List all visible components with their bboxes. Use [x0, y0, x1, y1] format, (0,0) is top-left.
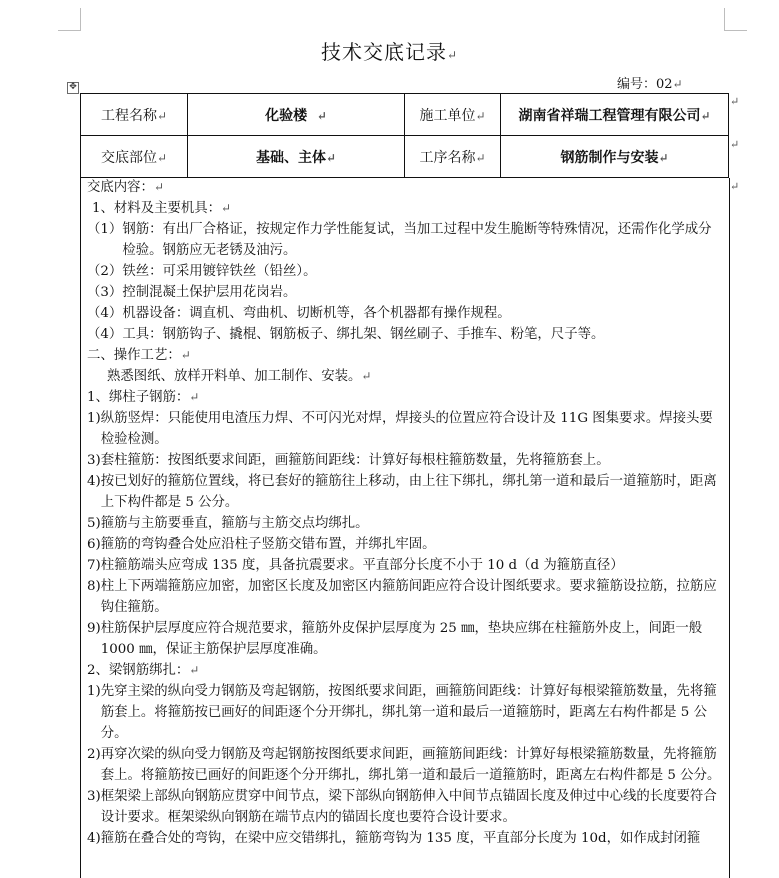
document-title: 技术交底记录↵	[320, 40, 459, 64]
list-item: 1) 先穿主梁的纵向受力钢筋及弯起钢筋，按图纸要求间距，画箍筋间距线：计算好每根梁箍筋数量，先将箍筋套上。将箍筋按已画好的间距逐个分开绑扎，绑扎第一道和最后一道箍筋时，距离左右构件都是 5 公分。	[87, 684, 717, 741]
list-item: （4） 机器设备：调直机、弯曲机、切断机等，各个机器都有操作规程。	[87, 306, 511, 321]
materials-title: 1、材料及主要机具：↵	[92, 201, 232, 216]
row-end-mark: ↵	[730, 180, 740, 193]
list-item: （3） 控制混凝土保护层用花岗岩。	[87, 285, 297, 300]
process-name-value: 钢筋制作与安装↵	[501, 136, 729, 178]
list-item: （4） 工具：钢筋钩子、撬棍、钢筋板子、绑扎架、钢丝刷子、手推车、粉笔，尺子等。	[87, 327, 605, 342]
process-intro: 熟悉图纸、放样开料单、加工制作、安装。↵	[107, 369, 372, 384]
list-item: 8) 柱上下两端箍筋应加密，加密区长度及加密区内箍筋间距应符合设计图纸要求。要求箍筋设拉筋，拉筋应钩住箍筋。	[87, 579, 717, 615]
list-item: 4) 箍筋在叠合处的弯钩，在梁中应交错绑扎，箍筋弯钩为 135 度，平直部分长度为 10d，如作成封闭箍	[87, 831, 701, 846]
process-name-label: 工序名称↵	[405, 136, 501, 178]
page-corner-mark-left	[58, 8, 81, 31]
beam-title: 2、梁钢筋绑扎：↵	[87, 663, 200, 678]
header-row-1	[81, 94, 729, 136]
list-item: 7) 柱箍筋端头应弯成 135 度，具备抗震要求。平直部分长度不小于 10 d（d 为箍筋直径）	[87, 558, 624, 573]
table-move-handle-icon[interactable]: ✥	[67, 82, 79, 94]
construction-unit-value: 湖南省祥瑞工程管理有限公司↵	[501, 94, 729, 136]
project-name-label: 工程名称↵	[81, 94, 188, 136]
page-corner-mark-right	[724, 8, 747, 31]
list-item: 6) 箍筋的弯钩叠合处应沿柱子竖筋交错布置，并绑扎牢固。	[87, 537, 436, 552]
handover-part-label: 交底部位↵	[81, 136, 188, 178]
content-section	[87, 177, 723, 849]
list-item: （1） 钢筋：有出厂合格证，按规定作力学性能复试，当加工过程中发生脆断等特殊情况，还需作化学成分检验。钢筋应无老锈及油污。	[87, 222, 712, 258]
list-item: （2） 铁丝：可采用镀锌铁丝（铅丝）。	[87, 264, 317, 279]
document-code: 编号：02↵	[617, 77, 683, 92]
row-end-mark: ↵	[730, 138, 740, 151]
process-title: 二、操作工艺：↵	[87, 348, 191, 363]
list-item: 3) 套柱箍筋：按图纸要求间距，画箍筋间距线：计算好每根柱箍筋数量，先将箍筋套上。	[87, 453, 610, 468]
construction-unit-label: 施工单位↵	[405, 94, 501, 136]
header-row-2	[81, 136, 729, 178]
list-item: 3) 框架梁上部纵向钢筋应贯穿中间节点，梁下部纵向钢筋伸入中间节点锚固长度及伸过中心线的长度要符合设计要求。框架梁纵向钢筋在端节点内的锚固长度也要符合设计要求。	[87, 789, 717, 825]
row-end-mark: ↵	[730, 95, 740, 108]
project-name-value: 化验楼 ↵	[188, 94, 405, 136]
column-title: 1、绑柱子钢筋：↵	[87, 390, 200, 405]
list-item: 2) 再穿次梁的纵向受力钢筋及弯起钢筋按图纸要求间距，画箍筋间距线：计算好每根梁箍筋数量，先将箍筋套上。将箍筋按已画好的间距逐个分开绑扎，绑扎第一道和最后一道箍筋时，距离左右构件都是 5 公分。	[87, 747, 721, 783]
list-item: 1) 纵筋竖焊：只能使用电渣压力焊、不可闪光对焊，焊接头的位置应符合设计及 11G 图集要求。焊接头要检验检测。	[87, 411, 713, 447]
list-item: 5) 箍筋与主筋要垂直，箍筋与主筋交点均绑扎。	[87, 516, 369, 531]
header-table	[80, 93, 729, 178]
list-item: 9) 柱筋保护层厚度应符合规范要求，箍筋外皮保护层厚度为 25 ㎜，垫块应绑在柱箍筋外皮上，间距一般 1000 ㎜，保证主筋保护层厚度准确。	[87, 621, 703, 657]
list-item: 4) 按已划好的箍筋位置线，将已套好的箍筋往上移动，由上往下绑扎，绑扎第一道和最后一道箍筋时，距离上下构件都是 5 公分。	[87, 474, 717, 510]
content-heading: 交底内容：↵	[87, 180, 165, 195]
handover-part-value: 基础、主体↵	[188, 136, 405, 178]
